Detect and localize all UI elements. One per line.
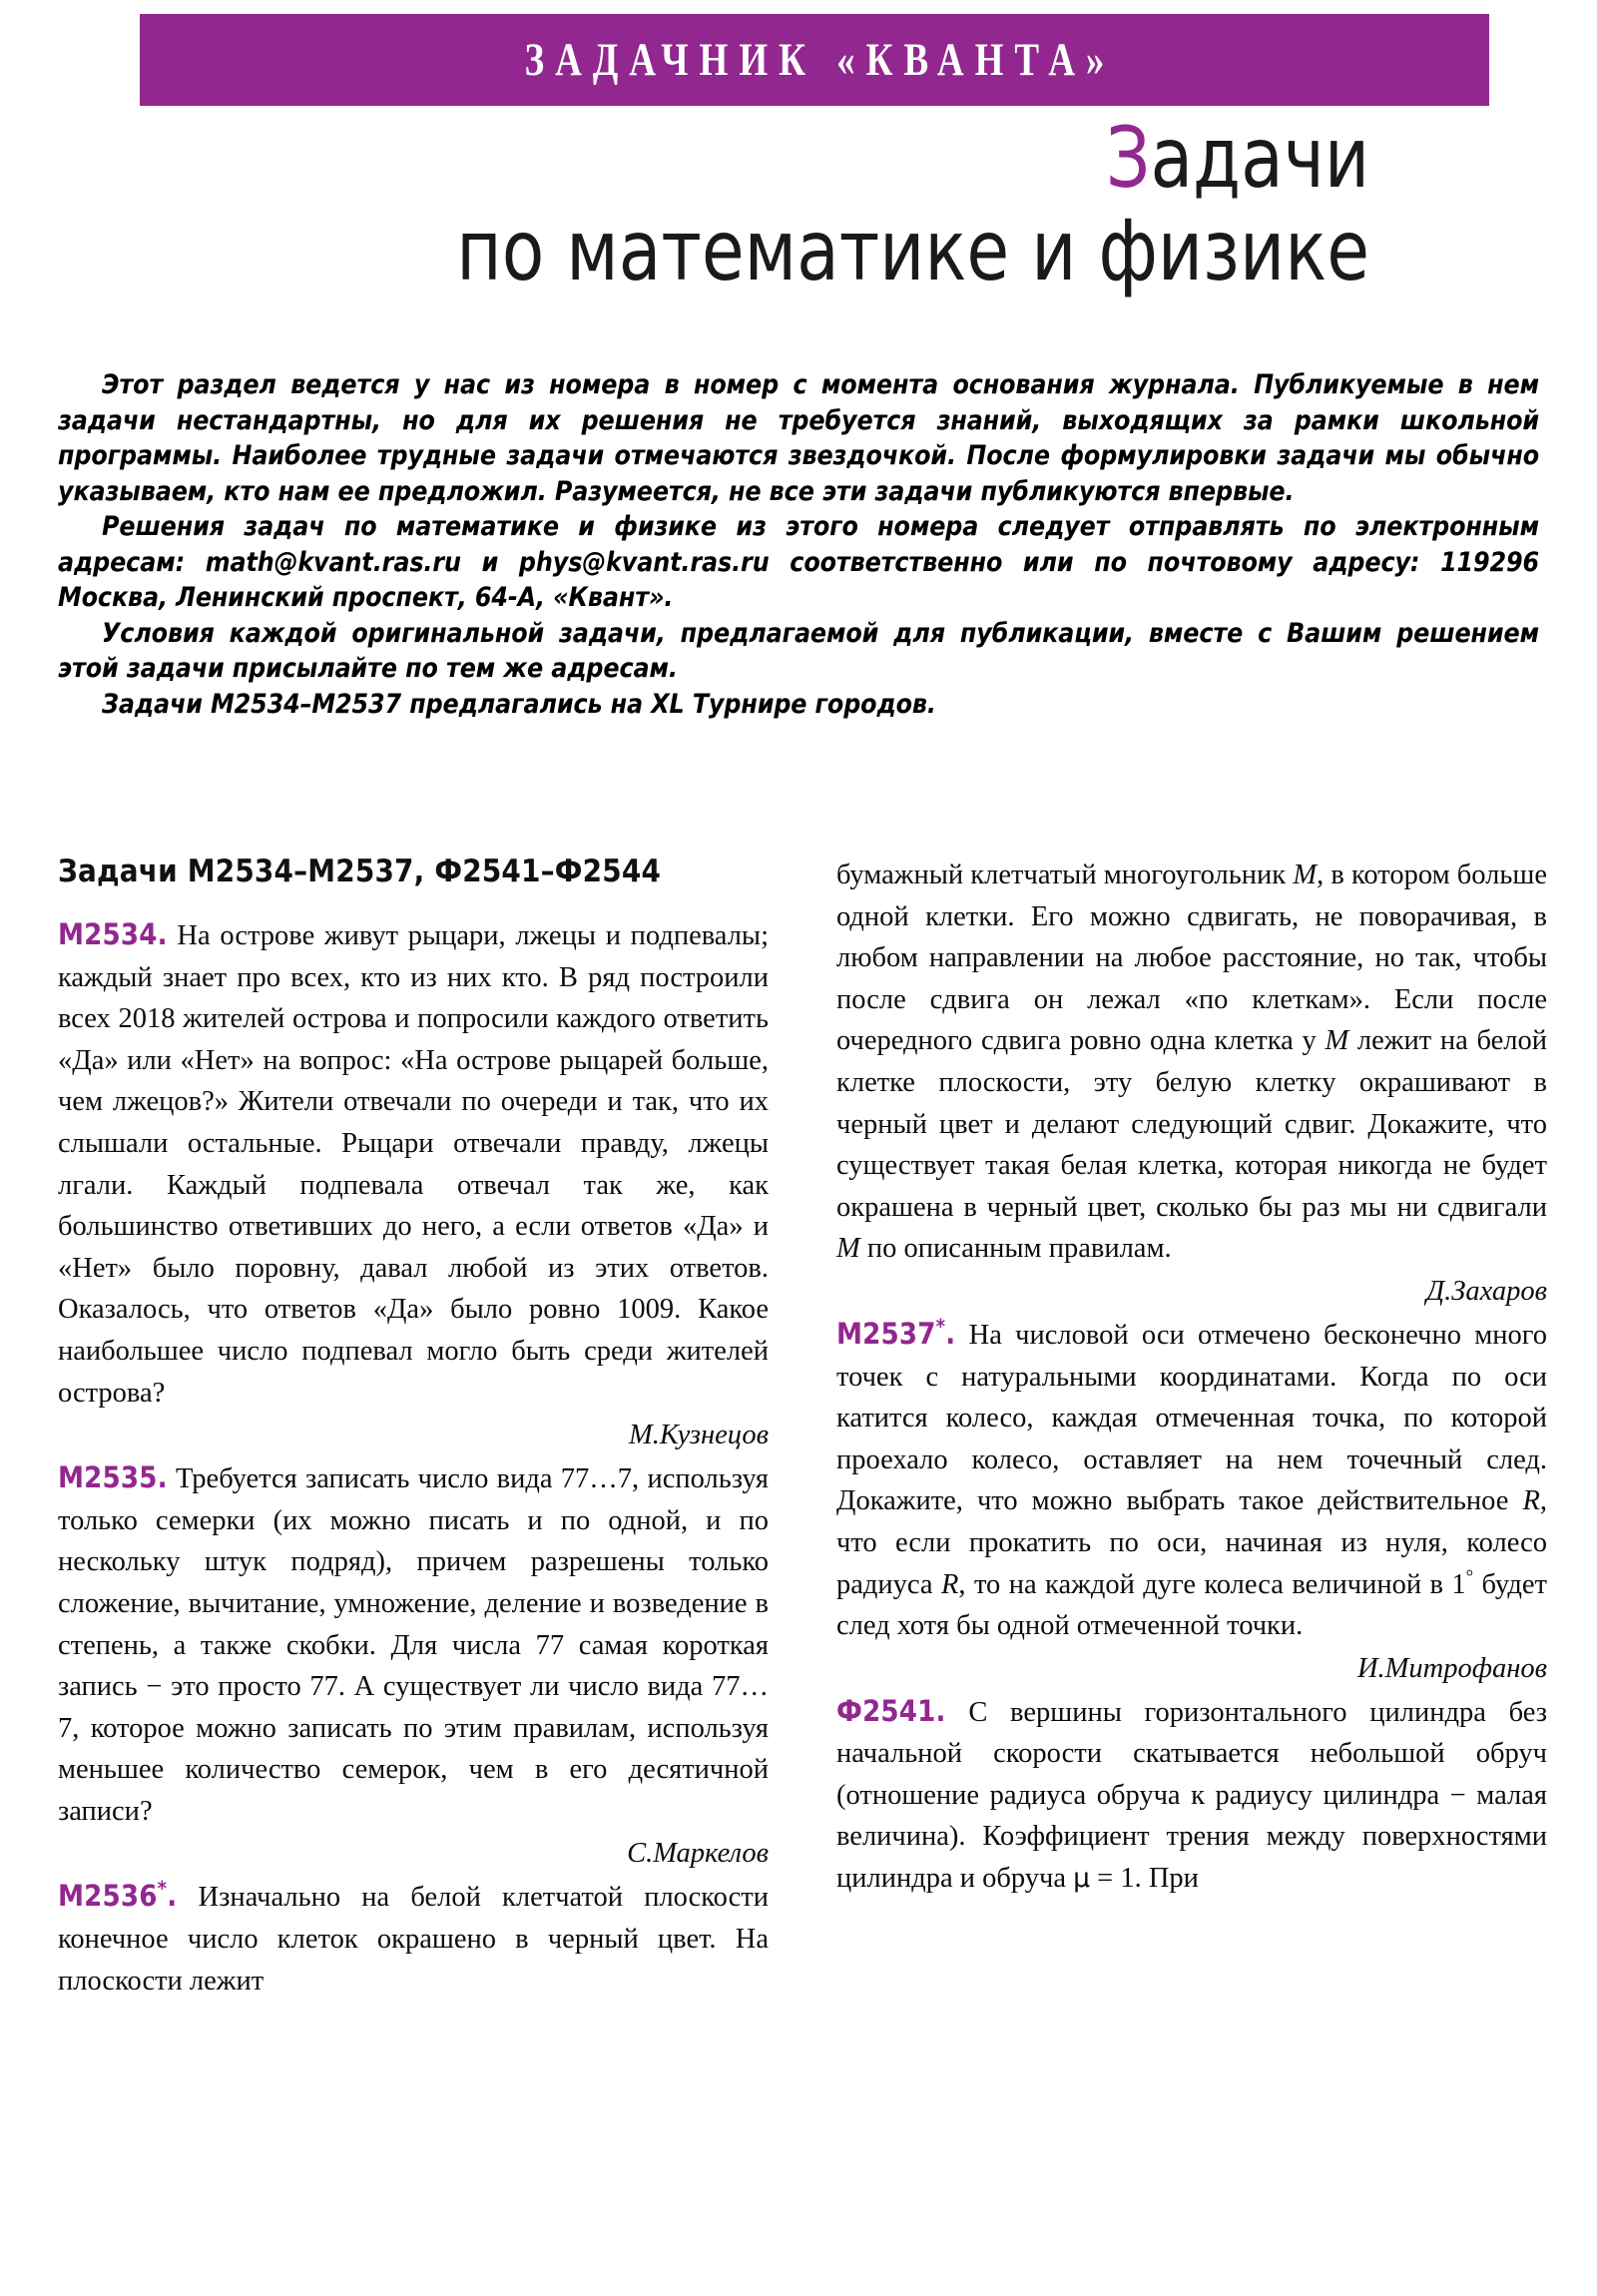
problem-text: На острове живут рыцари, лжецы и подпевалы; каждый знает про всех, кто из них кто. В ряд построили всех 2018 жителей острова и попросили каждого ответить «Да» или «Нет» на вопрос: «На острове рыцарей больше, чем лжецов?» Жители отвечали по очереди и так, что их слышали остальные. Рыцари отвечали правду, лжецы лгали. Каждый подпевала отвечал так же, как большинство ответивших до него, а если ответов «Да» и «Нет» было поровну, давал любой из этих ответов. Оказалось, что ответов «Да» было ровно 1009. Какое наибольшее число подпевал могло быть среди жителей острова? <box>58 920 770 1409</box>
problem-author: И.Митрофанов <box>1356 1652 1547 1684</box>
problem-text: На числовой оси отмечено бесконечно много точек с натуральными координатами. Когда по оси катится колесо, каждая отмеченная точка, по которой проехало колесо, оставляет на нем точечный след. Докажите, что можно выбрать такое действительное R, что если прокатить по оси, начиная из нуля, колесо радиуса R, то на каждой дуге колеса величиной в 1° будет след хотя бы одной отмеченной точки. <box>836 1319 1548 1642</box>
problem-number-label: М2536 <box>58 1879 158 1914</box>
problem-m2536-continuation: бумажный клетчатый многоугольник M, в котором больше одной клетки. Его можно сдвигать, не поворачивая, в любом направлении на любое расстояние, но так, чтобы после сдвига он лежал «по клеткам». Если после очередного сдвига ровно одна клетка у M лежит на белой клетке плоскости, эту белую клетку окрашивают в черный цвет и делают следующий сдвиг. Докажите, что существует такая белая клетка, которая никогда не будет окрашена в черный цвет, сколько бы раз мы ни сдвигали M по описанным правилам. <box>836 860 1548 1265</box>
problem-number <box>58 1876 178 1914</box>
problem-m2537 <box>836 1314 1547 1647</box>
problem-m2534 <box>58 914 769 1414</box>
article-title <box>0 109 1369 299</box>
problem-number: М2534. <box>58 917 168 951</box>
intro-paragraph-1: Этот раздел ведется у нас из номера в номер с момента основания журнала. Публикуемые в нем задачи нестандартны, но для их решения не требуется знаний, выходящих за рамки школьной программы. Наиболее трудные задачи отмечаются звездочкой. После формулировки задачи мы обычно указываем, кто нам ее предложил. Разумеется, не все эти задачи публикуются впервые. <box>58 369 1539 507</box>
problem-text: Требуется записать число вида 77…7, используя только семерки (их можно писать и по одной, и по нескольку штук подряд), причем разрешены только сложение, вычитание, умножение, деление и возведение в степень, а также скобки. Для числа 77 самая короткая запись − это просто 77. А существует ли число вида 77…7, которое можно записать по этим правилам, используя меньшее количество семерок, чем в его десятичной записи? <box>58 1463 769 1827</box>
problem-m2536 <box>58 1876 769 2002</box>
title-line1-rest: адачи <box>1150 109 1369 207</box>
intro-text <box>58 367 1539 722</box>
problem-author: Д.Захаров <box>1425 1275 1547 1307</box>
problem-f2541 <box>836 1691 1547 1900</box>
header-banner <box>140 14 1489 106</box>
problem-m2535 <box>58 1457 769 1832</box>
problem-number: Ф2541. <box>836 1693 946 1728</box>
banner-title: ЗАДАЧНИК «КВАНТА» <box>524 34 1116 86</box>
problem-number: М2535. <box>58 1460 168 1495</box>
right-column <box>836 855 1547 1900</box>
section-heading: Задачи М2534–М2537, Ф2541–Ф2544 <box>58 854 662 889</box>
problem-text: С вершины горизонтального цилиндра без начальной скорости скатывается небольшой обруч (отношение радиуса обруча к радиусу цилиндра − малая величина). Коэффициент трения между поверхностями цилиндра и обруча μ = 1. При <box>836 1696 1547 1895</box>
article-title-line2: по математике и физике <box>456 202 1369 299</box>
intro-paragraph-3: Условия каждой оригинальной задачи, предлагаемой для публикации, вместе с Вашим решением этой задачи присылайте по тем же адресам. <box>58 617 1539 684</box>
problem-number-period: . <box>945 1316 956 1351</box>
intro-paragraph-2: Решения задач по математике и физике из этого номера следует отправлять по электронным адресам: math@kvant.ras.ru и phys@kvant.ras.ru соответственно или по почтовому адресу: 119296 Москва, Ленинский проспект, 64-А, «Квант». <box>58 511 1539 613</box>
intro-paragraph-4: Задачи М2534–М2537 предлагались на XL Турнире городов. <box>102 688 936 720</box>
problem-number <box>836 1314 956 1351</box>
article-title-line1 <box>110 109 1369 207</box>
difficulty-star: * <box>935 1314 946 1339</box>
problem-number-period: . <box>167 1879 178 1914</box>
title-accent-letter: З <box>1105 109 1151 207</box>
left-column <box>58 914 769 2002</box>
problem-number-label: М2537 <box>836 1316 936 1351</box>
problem-author: М.Кузнецов <box>629 1420 769 1451</box>
problem-author: С.Маркелов <box>627 1838 769 1870</box>
difficulty-star: * <box>157 1876 168 1901</box>
problem-text: Изначально на белой клетчатой плоскости конечное число клеток окрашено в черный цвет. На плоскости лежит <box>58 1882 769 1997</box>
